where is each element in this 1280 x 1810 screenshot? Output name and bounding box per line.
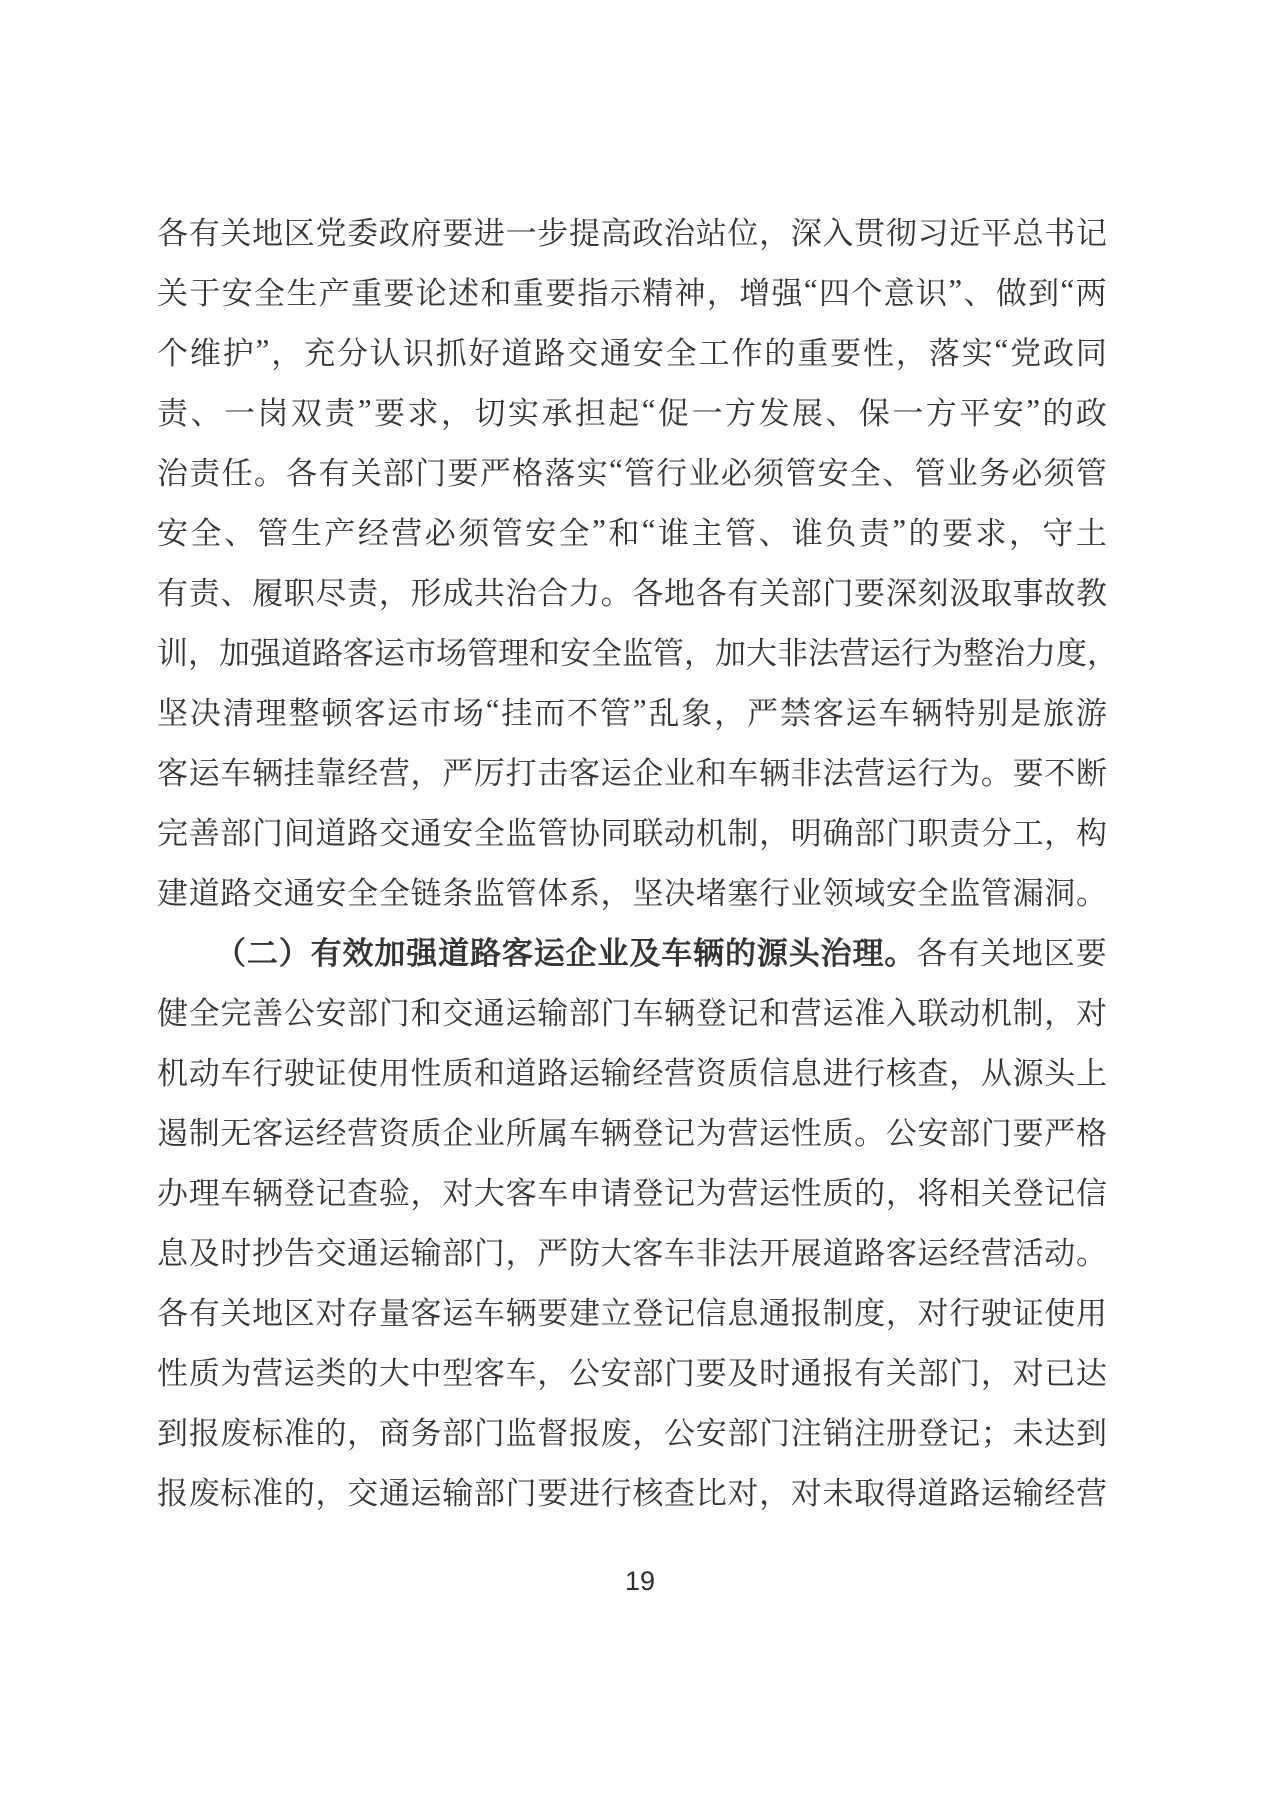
document-lines (157, 200, 1118, 1520)
text-line: 机 动 车 行 驶 证 使 用 性 质 和 道 路 运 输 经 营 资 质 信 息 进 行 核 查 ， 从 源 头 上 (157, 1055, 1107, 1091)
text-line: 建 道 路 交 通 安 全 全 链 条 监 管 体 系 ， 坚 决 堵 塞 行 业 领 域 安 全 监 管 漏 洞 。 (157, 875, 1107, 911)
text-line: 各 有 关 地 区 对 存 量 客 运 车 辆 要 建 立 登 记 信 息 通 报 制 度 ， 对 行 驶 证 使 用 (157, 1295, 1107, 1331)
text-line: （ 二 ） 有 效 加 强 道 路 客 运 企 业 及 车 辆 的 源 头 治 理 。 各 有 关 地 区 要 (215, 935, 1107, 971)
text-line: 息 及 时 抄 告 交 通 运 输 部 门 ， 严 防 大 客 车 非 法 开 展 道 路 客 运 经 营 活 动 。 (157, 1235, 1107, 1271)
text-line: 安 全 、 管 生 产 经 营 必 须 管 安 全 ” 和 “ 谁 主 管 、 谁 负 责 ” 的 要 求 ， 守 土 (157, 512, 1107, 551)
text-line: 办 理 车 辆 登 记 查 验 ， 对 大 客 车 申 请 登 记 为 营 运 性 质 的 ， 将 相 关 登 记 信 (157, 1175, 1107, 1211)
text-line: 责 、 一 岗 双 责 ” 要 求 ， 切 实 承 担 起 “ 促 一 方 发 展 、 保 一 方 平 安 ” 的 政 (157, 392, 1107, 431)
text-line: 到 报 废 标 准 的 ， 商 务 部 门 监 督 报 废 ， 公 安 部 门 注 销 注 册 登 记 ； 未 达 到 (157, 1415, 1107, 1451)
text-line: 个 维 护 ” ， 充 分 认 识 抓 好 道 路 交 通 安 全 工 作 的 重 要 性 ， 落 实 “ 党 政 同 (157, 332, 1107, 371)
text-line: 有 责 、 履 职 尽 责 ， 形 成 共 治 合 力 。 各 地 各 有 关 部 门 要 深 刻 汲 取 事 故 教 (157, 575, 1107, 611)
text-line: 完 善 部 门 间 道 路 交 通 安 全 监 管 协 同 联 动 机 制 ， 明 确 部 门 职 责 分 工 ， 构 (157, 815, 1107, 851)
text-line: 训 ， 加 强 道 路 客 运 市 场 管 理 和 安 全 监 管 ， 加 大 非 法 营 运 行 为 整 治 力 度 ， (157, 635, 1118, 671)
text-line: 遏 制 无 客 运 经 营 资 质 企 业 所 属 车 辆 登 记 为 营 运 性 质 。 公 安 部 门 要 严 格 (157, 1115, 1107, 1151)
text-line: 关 于 安 全 生 产 重 要 论 述 和 重 要 指 示 精 神 ， 增 强 “ 四 个 意 识 ” 、 做 到 “ 两 (157, 272, 1107, 311)
page-number: 19 (624, 1566, 656, 1596)
text-line: 客 运 车 辆 挂 靠 经 营 ， 严 厉 打 击 客 运 企 业 和 车 辆 非 法 营 运 行 为 。 要 不 断 (157, 755, 1107, 791)
text-line: 治 责 任 。 各 有 关 部 门 要 严 格 落 实 “ 管 行 业 必 须 管 安 全 、 管 业 务 必 须 管 (157, 452, 1107, 491)
text-line: 各 有 关 地 区 党 委 政 府 要 进 一 步 提 高 政 治 站 位 ， 深 入 贯 彻 习 近 平 总 书 记 (157, 215, 1107, 251)
text-line: 性 质 为 营 运 类 的 大 中 型 客 车 ， 公 安 部 门 要 及 时 通 报 有 关 部 门 ， 对 已 达 (157, 1355, 1107, 1391)
text-line: 报 废 标 准 的 ， 交 通 运 输 部 门 要 进 行 核 查 比 对 ， 对 未 取 得 道 路 运 输 经 营 (157, 1475, 1107, 1511)
text-line: 健 全 完 善 公 安 部 门 和 交 通 运 输 部 门 车 辆 登 记 和 营 运 准 入 联 动 机 制 ， 对 (157, 995, 1107, 1031)
text-line: 坚 决 清 理 整 顿 客 运 市 场 “ 挂 而 不 管 ” 乱 象 ， 严 禁 客 运 车 辆 特 别 是 旅 游 (157, 692, 1107, 731)
